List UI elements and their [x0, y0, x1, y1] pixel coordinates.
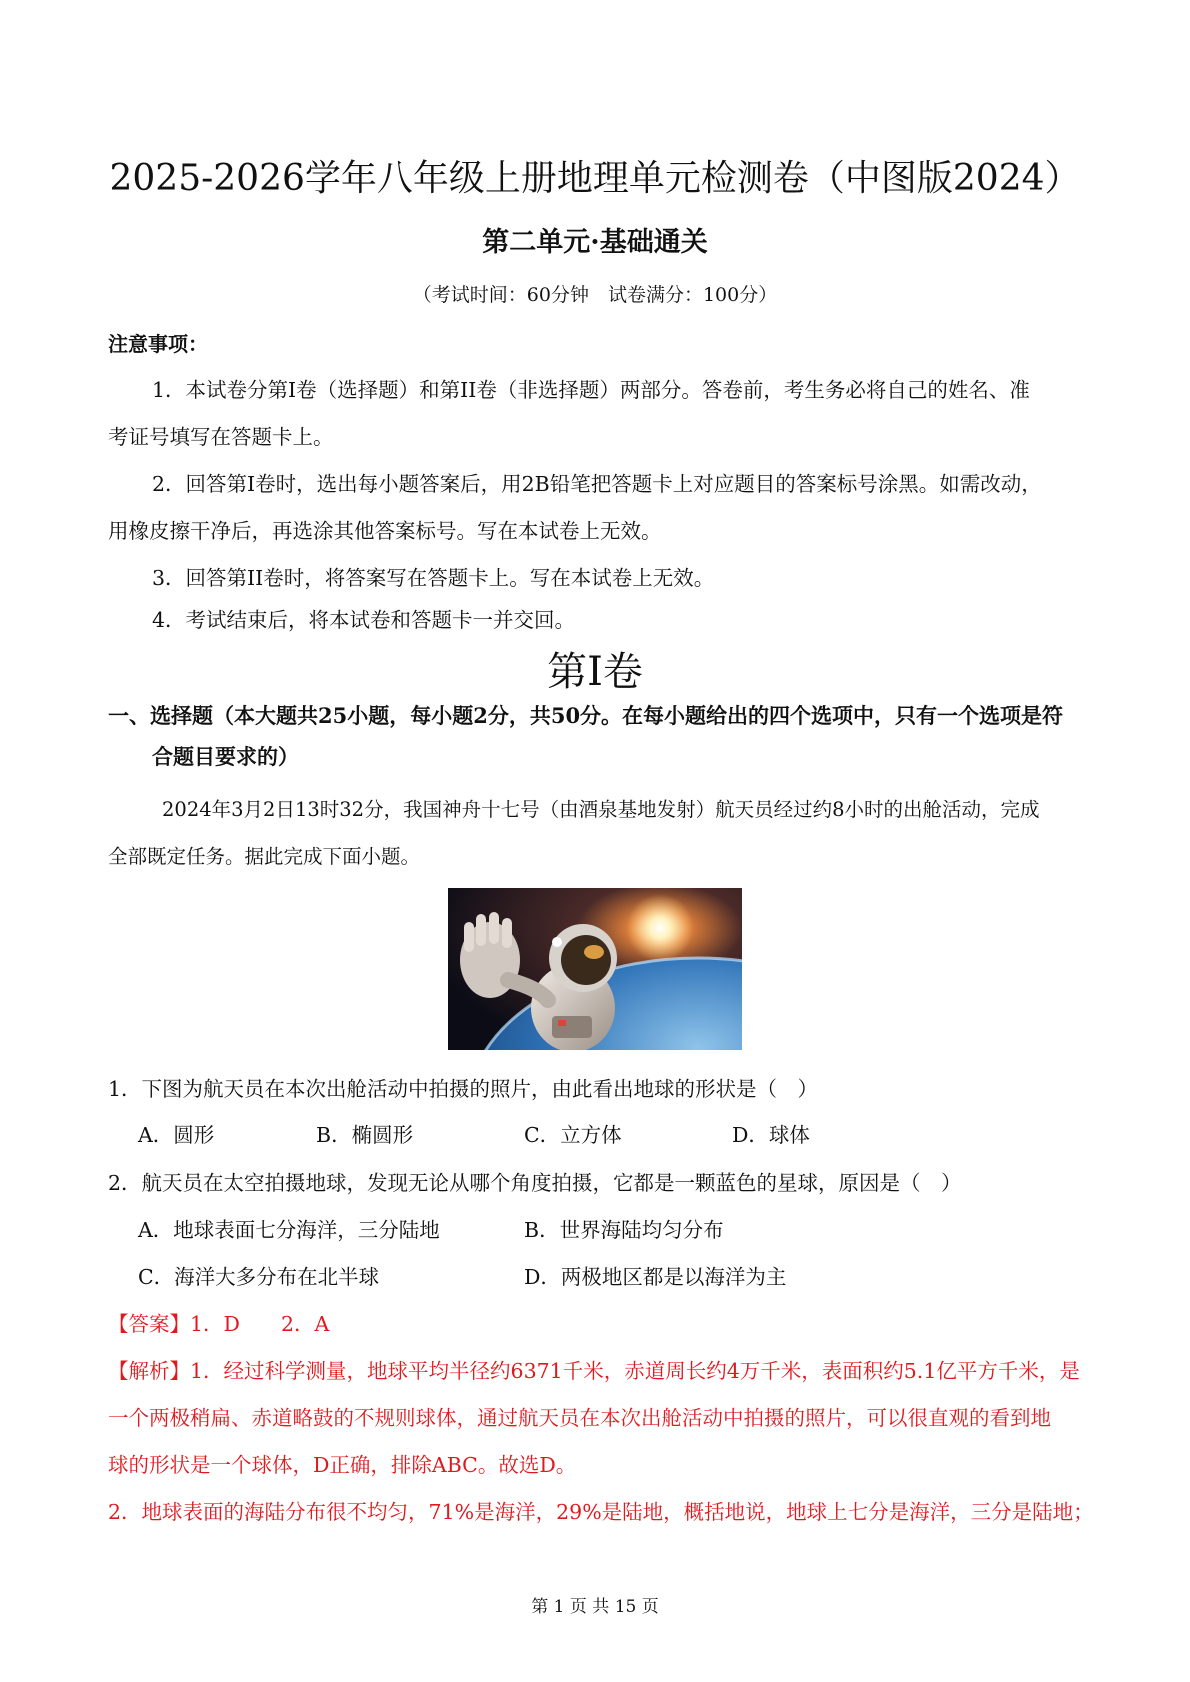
- section-heading-line-2: 合题目要求的）: [152, 744, 299, 769]
- analysis-line-2: 一个两极稍扁、赤道略鼓的不规则球体，通过航天员在本次出舱活动中拍摄的照片，可以很直观的看到地: [108, 1406, 1051, 1430]
- analysis-text-1: 1．经过科学测量，地球平均半径约6371千米，赤道周长约4万千米，表面积约5.1亿平方千米，是: [190, 1359, 1080, 1383]
- question-1-stem: 1．下图为航天员在本次出舱活动中拍摄的照片，由此看出地球的形状是（ ）: [108, 1077, 819, 1101]
- question-2-option-b: B．世界海陆均匀分布: [524, 1218, 724, 1242]
- notice-line-6: 4．考试结束后，将本试卷和答题卡一并交回。: [152, 608, 576, 632]
- notice-line-3: 2．回答第I卷时，选出每小题答案后，用2B铅笔把答题卡上对应题目的答案标号涂黑。如需改动，: [152, 472, 1042, 496]
- notice-line-4: 用橡皮擦干净后，再选涂其他答案标号。写在本试卷上无效。: [108, 519, 662, 543]
- astronaut-earth-photo: [448, 888, 742, 1050]
- unit-subtitle: 第二单元·基础通关: [482, 227, 708, 258]
- section-heading-line-1: 一、选择题（本大题共25小题，每小题2分，共50分。在每小题给出的四个选项中，只有一个选项是符: [108, 703, 1064, 728]
- question-1-option-d: D．球体: [732, 1123, 810, 1147]
- question-2-option-a: A．地球表面七分海洋，三分陆地: [138, 1218, 440, 1242]
- volume-title: 第I卷: [547, 649, 643, 695]
- intro-line-2: 全部既定任务。据此完成下面小题。: [108, 845, 421, 868]
- analysis-line-1: [108, 1354, 1080, 1384]
- question-2-option-c: C．海洋大多分布在北半球: [138, 1265, 380, 1289]
- analysis-line-4: 2．地球表面的海陆分布很不均匀，71%是海洋，29%是陆地，概括地说，地球上七分是海洋，三分是陆地；: [108, 1500, 1094, 1524]
- notice-line-1: 1．本试卷分第I卷（选择题）和第II卷（非选择题）两部分。答卷前，考生务必将自己的姓名、准: [152, 378, 1030, 402]
- notice-line-2: 考证号填写在答题卡上。: [108, 425, 334, 449]
- answer-text: 1．D 2．A: [190, 1312, 330, 1336]
- question-1-option-a: A．圆形: [138, 1123, 215, 1147]
- notice-line-5: 3．回答第II卷时，将答案写在答题卡上。写在本试卷上无效。: [152, 566, 715, 590]
- page-number-footer: 第 1 页 共 15 页: [531, 1597, 659, 1617]
- analysis-tag: 【解析】: [108, 1359, 190, 1383]
- astronaut-photo-illustration: [448, 888, 742, 1050]
- analysis-line-3: 球的形状是一个球体，D正确，排除ABC。故选D。: [108, 1453, 577, 1477]
- answer-tag: 【答案】: [108, 1312, 190, 1336]
- exam-info: （考试时间：60分钟 试卷满分：100分）: [412, 284, 778, 306]
- question-2-stem: 2．航天员在太空拍摄地球，发现无论从哪个角度拍摄，它都是一颗蓝色的星球，原因是（ ）: [108, 1171, 962, 1195]
- intro-line-1: 2024年3月2日13时32分，我国神舟十七号（由酒泉基地发射）航天员经过约8小时的出舱活动，完成: [162, 798, 1040, 821]
- question-1-option-c: C．立方体: [524, 1123, 622, 1147]
- exam-title: 2025-2026学年八年级上册地理单元检测卷（中图版2024）: [109, 158, 1081, 199]
- notice-heading: 注意事项：: [108, 332, 208, 356]
- question-1-option-b: B．椭圆形: [316, 1123, 414, 1147]
- answer-line: [108, 1307, 329, 1337]
- question-2-option-d: D．两极地区都是以海洋为主: [524, 1265, 787, 1289]
